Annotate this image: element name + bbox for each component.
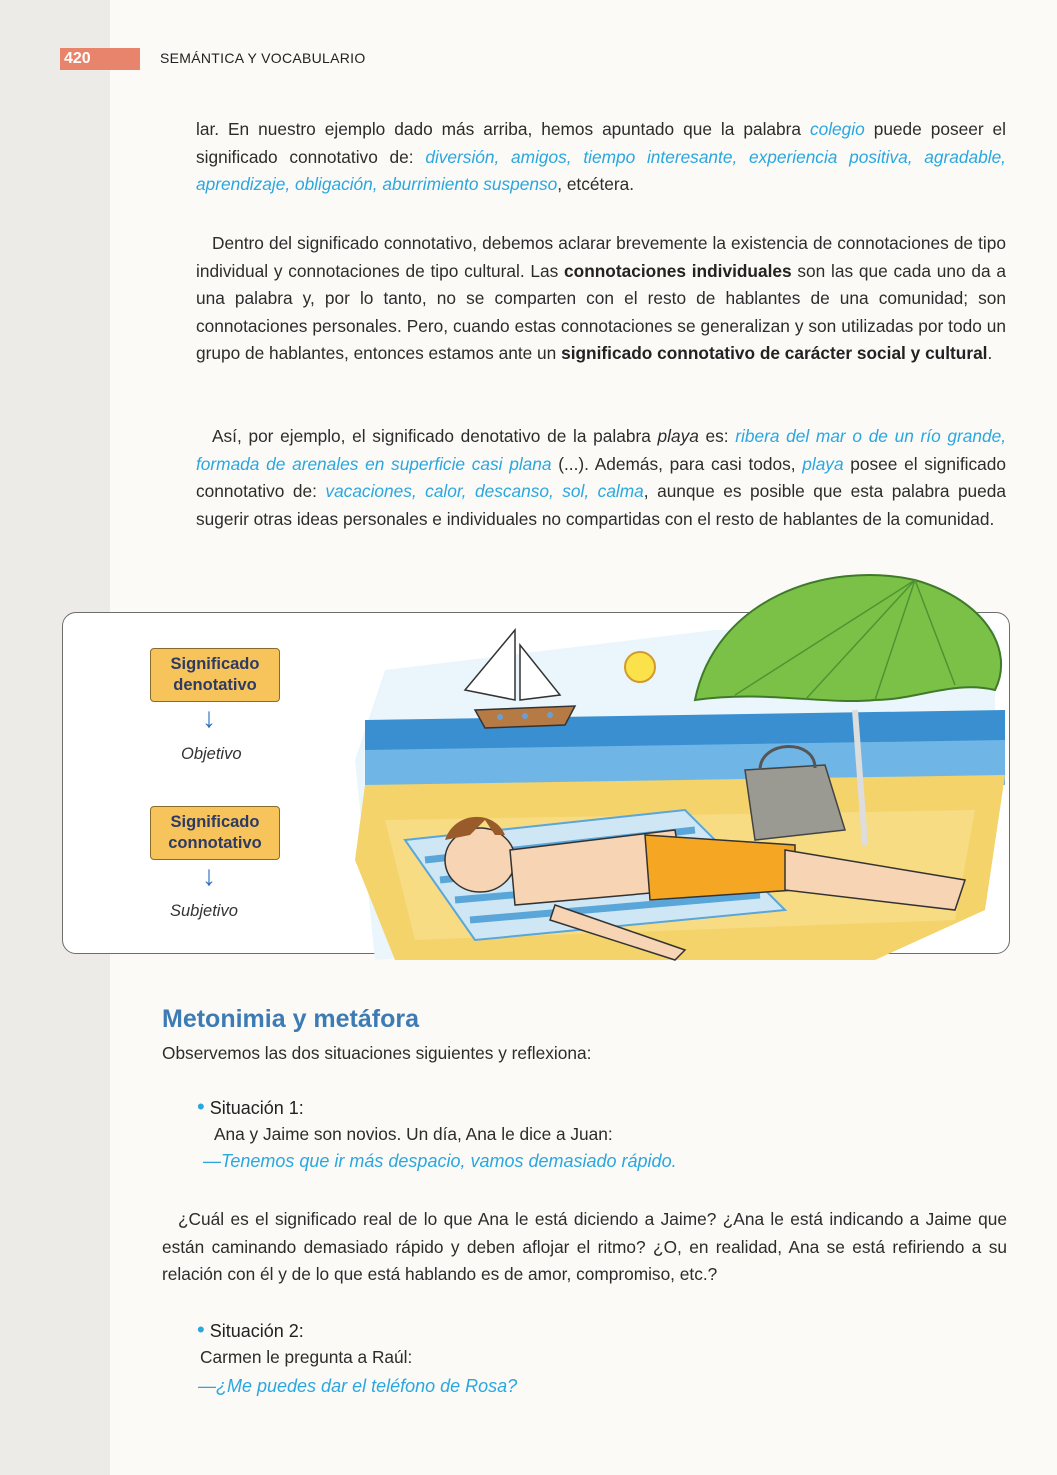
reflection-question: ¿Cuál es el significado real de lo que Ana le está diciendo a Jaime? ¿Ana le está indicando a Jaime que están caminando demasiado rápido y deben aflojar el ritmo? ¿O, en realidad, Ana se está refiriendo a su relación con él y de lo que está hablando es de amor, compromiso, etc.? xyxy=(162,1209,1007,1284)
section-intro: Observemos las dos situaciones siguientes y reflexiona: xyxy=(162,1043,592,1063)
bold-individual-connotations: connotaciones individuales xyxy=(564,260,792,281)
paragraph-playa: Así, por ejemplo, el significado denotativo de la palabra playa es: ribera del mar o de un río grande, formada de arenales en superficie casi plana (...). Además, para casi todos, playa posee el significado connotativo de: vacaciones, calor, descanso, sol, calma, aunque es posible que esta palabra pueda sugerir otras ideas personales e individuales no compartidas con el resto de hablantes de la comunidad. xyxy=(196,426,1007,529)
label-objetivo: Objetivo xyxy=(181,745,242,763)
paragraph-connotations: Dentro del significado connotativo, debemos aclarar brevemente la existencia de connotaciones de tipo individual y connotaciones de tipo cultural. Las connotaciones individuales son las que cada uno da a una palabra y, por lo tanto, no se comparten con el resto de hablantes de una comunidad; son connotaciones personales. Pero, cuando estas connotaciones se generalizan y son utilizadas por todo un grupo de hablantes, entonces estamos ante un significado connotativo de carácter social y cultural. xyxy=(196,233,1006,363)
bullet-icon: • xyxy=(197,1317,205,1342)
situation-1-quote: —Tenemos que ir más despacio, vamos demasiado rápido. xyxy=(203,1151,677,1171)
situation-2-quote: —¿Me puedes dar el teléfono de Rosa? xyxy=(198,1376,518,1396)
denotative-meaning-box: Significado denotativo xyxy=(150,648,280,702)
highlight-denotation-playa: ribera del mar o de un río grande, formada de arenales en superficie casi plana xyxy=(196,426,1007,474)
highlight-colegio: colegio xyxy=(809,119,865,139)
connotative-meaning-box: Significado connotativo xyxy=(150,806,280,860)
bold-social-meaning: significado connotativo de carácter social y cultural xyxy=(561,343,988,363)
beach-illustration xyxy=(355,560,1015,990)
highlight-playa: playa xyxy=(802,453,844,474)
paragraph-colegio: lar. En nuestro ejemplo dado más arriba, hemos apuntado que la palabra colegio puede poseer el significado connotativo de: diversión, amigos, tiempo interesante, experiencia positiva, agradable, aprendizaje, obligación, aburrimiento suspenso, etcétera. xyxy=(196,119,1006,194)
sun-icon xyxy=(625,652,655,682)
running-header: SEMÁNTICA Y VOCABULARIO xyxy=(160,50,366,66)
label-subjetivo: Subjetivo xyxy=(170,902,238,920)
highlight-connotations-colegio: diversión, amigos, tiempo interesante, experiencia positiva, agradable, aprendizaje, obligación, aburrimiento suspenso xyxy=(196,146,1006,194)
section-title: Metonimia y metáfora xyxy=(162,1005,420,1033)
situation-2-title: • Situación 2: xyxy=(197,1317,304,1342)
situation-1-text: Ana y Jaime son novios. Un día, Ana le dice a Juan: xyxy=(214,1124,613,1144)
arrow-down-icon: ↓ xyxy=(202,860,216,891)
situation-1-title: • Situación 1: xyxy=(197,1094,304,1119)
highlight-connotation-playa: vacaciones, calor, descanso, sol, calma xyxy=(325,481,644,501)
situation-2-text: Carmen le pregunta a Raúl: xyxy=(200,1347,413,1367)
bullet-icon: • xyxy=(197,1094,205,1119)
page-number: 420 xyxy=(60,48,140,70)
arrow-down-icon: ↓ xyxy=(202,702,216,733)
